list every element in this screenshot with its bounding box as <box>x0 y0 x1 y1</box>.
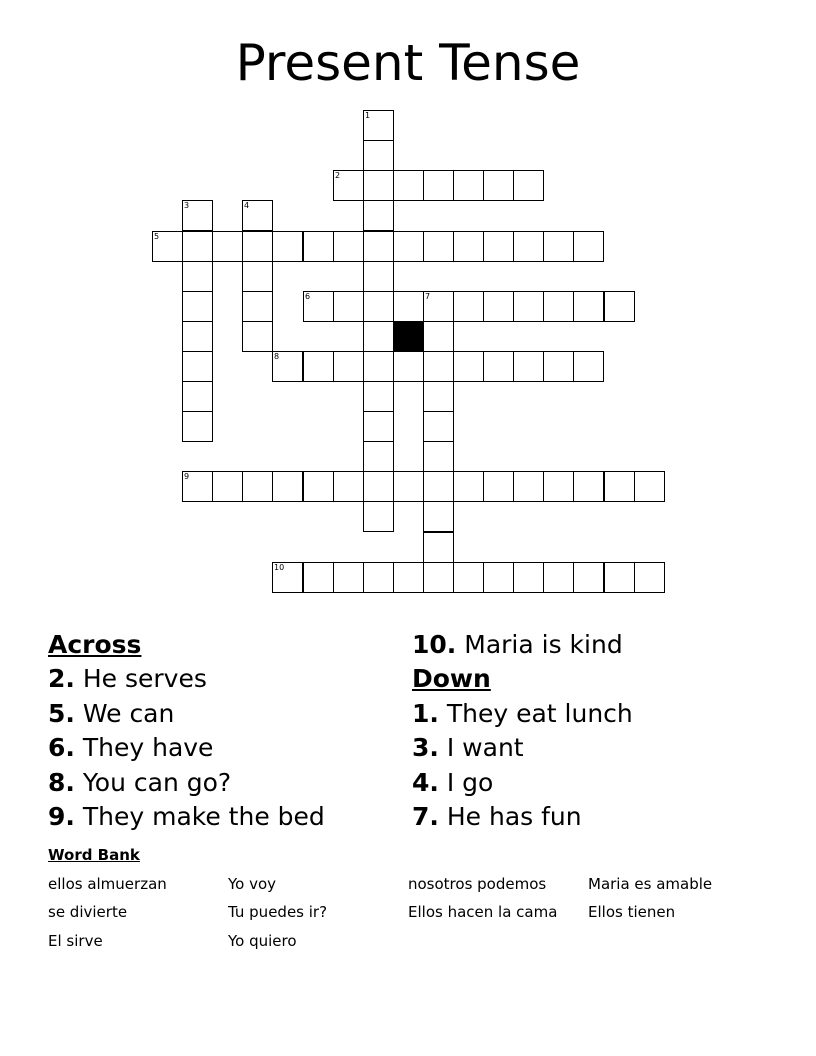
crossword-cell[interactable] <box>423 170 454 201</box>
crossword-cell[interactable] <box>363 351 394 382</box>
word-bank-heading: Word Bank <box>48 846 140 864</box>
word-bank-item: Yo quiero <box>228 932 297 950</box>
clue-text: He has fun <box>446 802 582 832</box>
clue-number-label: 6 <box>305 292 311 301</box>
crossword-cell[interactable] <box>453 351 484 382</box>
word-bank-item: Ellos hacen la cama <box>408 903 558 921</box>
crossword-cell[interactable] <box>333 562 364 593</box>
page-title: Present Tense <box>235 34 581 92</box>
clue-number: 10. <box>412 630 457 659</box>
crossword-cell[interactable] <box>363 200 394 231</box>
clue-number: 4. <box>412 767 439 797</box>
clue-text: They have <box>82 733 214 763</box>
crossword-cell[interactable] <box>423 532 454 563</box>
clue-number-label: 1 <box>365 111 371 120</box>
crossword-cell[interactable] <box>543 471 574 502</box>
across-heading: Across <box>48 630 142 659</box>
crossword-cell[interactable] <box>363 381 394 412</box>
crossword-cell[interactable] <box>363 501 394 532</box>
crossword-cell[interactable] <box>423 351 454 382</box>
across-clue-10 <box>412 628 633 662</box>
crossword-cell[interactable] <box>513 291 544 322</box>
crossword-cell[interactable] <box>483 562 514 593</box>
clue-text: Maria is kind <box>464 630 623 659</box>
crossword-cell[interactable] <box>604 471 635 502</box>
crossword-cell[interactable] <box>242 261 273 292</box>
crossword-cell[interactable] <box>423 501 454 532</box>
crossword-cell[interactable] <box>182 200 213 231</box>
crossword-cell[interactable] <box>393 170 424 201</box>
crossword-cell[interactable] <box>333 170 364 201</box>
crossword-cell[interactable] <box>363 291 394 322</box>
crossword-cell[interactable] <box>453 291 484 322</box>
crossword-cell[interactable] <box>182 411 213 442</box>
clue-number-label: 10 <box>274 563 285 572</box>
crossword-cell[interactable] <box>333 351 364 382</box>
crossword-cell[interactable] <box>272 562 303 593</box>
crossword-cell[interactable] <box>242 200 273 231</box>
crossword-cell[interactable] <box>363 321 394 352</box>
crossword-cell[interactable] <box>272 471 303 502</box>
down-clue-3 <box>412 731 633 765</box>
crossword-cell[interactable] <box>573 291 604 322</box>
across-clue-9 <box>48 800 325 834</box>
clue-text: I want <box>446 733 524 763</box>
crossword-cell[interactable] <box>513 471 544 502</box>
crossword-cell[interactable] <box>182 381 213 412</box>
crossword-cell[interactable] <box>423 231 454 262</box>
crossword-cell[interactable] <box>543 291 574 322</box>
crossword-cell[interactable] <box>242 471 273 502</box>
clue-text: We can <box>82 698 175 728</box>
crossword-cell[interactable] <box>182 231 213 262</box>
crossword-cell[interactable] <box>634 471 665 502</box>
crossword-cell[interactable] <box>363 110 394 141</box>
crossword-cell[interactable] <box>573 562 604 593</box>
crossword-cell[interactable] <box>303 562 334 593</box>
clue-number: 7. <box>412 802 439 832</box>
word-bank-item: ellos almuerzan <box>48 875 167 893</box>
down-clue-4 <box>412 766 633 800</box>
crossword-cell[interactable] <box>363 441 394 472</box>
crossword-cell[interactable] <box>423 471 454 502</box>
crossword-cell[interactable] <box>333 291 364 322</box>
crossword-cell[interactable] <box>363 562 394 593</box>
down-heading: Down <box>412 664 491 694</box>
crossword-cell[interactable] <box>634 562 665 593</box>
clue-text: You can go? <box>82 767 232 797</box>
crossword-cell[interactable] <box>423 411 454 442</box>
crossword-cell[interactable] <box>543 562 574 593</box>
crossword-cell[interactable] <box>363 140 394 171</box>
crossword-cell[interactable] <box>604 291 635 322</box>
crossword-cell[interactable] <box>393 291 424 322</box>
word-bank-item: se divierte <box>48 903 128 921</box>
crossword-cell[interactable] <box>182 351 213 382</box>
crossword-cell[interactable] <box>483 231 514 262</box>
crossword-cell[interactable] <box>272 231 303 262</box>
word-bank-item: Yo voy <box>228 875 277 893</box>
crossword-cell[interactable] <box>363 170 394 201</box>
crossword-cell[interactable] <box>363 411 394 442</box>
crossword-cell[interactable] <box>543 231 574 262</box>
crossword-cell[interactable] <box>423 441 454 472</box>
clue-number: 6. <box>48 733 75 763</box>
crossword-cell[interactable] <box>483 471 514 502</box>
word-bank-item: Ellos tienen <box>588 903 676 921</box>
crossword-cell[interactable] <box>182 471 213 502</box>
clue-number: 1. <box>412 698 439 728</box>
crossword-cell[interactable] <box>152 231 183 262</box>
crossword-cell[interactable] <box>393 471 424 502</box>
word-bank-item: Maria es amable <box>588 875 713 893</box>
clue-text: They make the bed <box>82 802 325 832</box>
clues-left-column <box>48 628 325 834</box>
crossword-cell[interactable] <box>333 471 364 502</box>
crossword-cell[interactable] <box>423 291 454 322</box>
word-bank-item: Tu puedes ir? <box>228 903 328 921</box>
clue-text: He serves <box>82 664 207 694</box>
crossword-cell[interactable] <box>483 170 514 201</box>
crossword-cell[interactable] <box>453 170 484 201</box>
crossword-cell[interactable] <box>303 351 334 382</box>
crossword-cell[interactable] <box>272 351 303 382</box>
word-bank-item: El sirve <box>48 932 103 950</box>
crossword-cell[interactable] <box>393 562 424 593</box>
crossword-cell[interactable] <box>513 170 544 201</box>
crossword-cell[interactable] <box>453 562 484 593</box>
crossword-cell[interactable] <box>573 231 604 262</box>
crossword-cell[interactable] <box>242 231 273 262</box>
crossword-cell[interactable] <box>423 381 454 412</box>
clue-number: 2. <box>48 664 75 694</box>
crossword-cell[interactable] <box>573 351 604 382</box>
down-clue-1 <box>412 697 633 731</box>
clue-number-label: 4 <box>244 201 250 210</box>
crossword-cell[interactable] <box>393 231 424 262</box>
clue-number: 5. <box>48 698 75 728</box>
crossword-cell[interactable] <box>604 562 635 593</box>
crossword-cell[interactable] <box>393 351 424 382</box>
across-clue-2 <box>48 662 325 696</box>
crossword-cell[interactable] <box>182 291 213 322</box>
crossword-cell[interactable] <box>483 351 514 382</box>
across-clue-5 <box>48 697 325 731</box>
clue-number: 8. <box>48 767 75 797</box>
crossword-cell[interactable] <box>483 291 514 322</box>
crossword-cell[interactable] <box>303 471 334 502</box>
crossword-cell[interactable] <box>212 231 243 262</box>
clue-number-label: 5 <box>154 232 160 241</box>
crossword-cell[interactable] <box>303 231 334 262</box>
crossword-cell[interactable] <box>423 562 454 593</box>
clue-number-label: 2 <box>335 171 341 180</box>
across-clue-8 <box>48 766 325 800</box>
clue-number: 9. <box>48 802 75 832</box>
crossword-cell[interactable] <box>303 291 334 322</box>
crossword-cell[interactable] <box>543 351 574 382</box>
crossword-cell[interactable] <box>453 231 484 262</box>
crossword-cell[interactable] <box>423 321 454 352</box>
crossword-cell[interactable] <box>453 471 484 502</box>
clues-right-column <box>412 628 633 834</box>
clue-number: 3. <box>412 733 439 763</box>
crossword-cell[interactable] <box>242 291 273 322</box>
crossword-cell[interactable] <box>333 231 364 262</box>
clue-number-label: 8 <box>274 352 280 361</box>
clue-number-label: 3 <box>184 201 190 210</box>
clue-number-label: 9 <box>184 472 190 481</box>
clue-text: I go <box>446 767 494 797</box>
crossword-cell[interactable] <box>182 261 213 292</box>
crossword-cell[interactable] <box>513 231 544 262</box>
crossword-cell[interactable] <box>242 321 273 352</box>
crossword-cell[interactable] <box>513 351 544 382</box>
across-clue-6 <box>48 731 325 765</box>
block-cell <box>393 321 424 352</box>
crossword-cell[interactable] <box>363 261 394 292</box>
word-bank-item: nosotros podemos <box>408 875 547 893</box>
clue-number-label: 7 <box>425 292 431 301</box>
crossword-cell[interactable] <box>573 471 604 502</box>
crossword-cell[interactable] <box>513 562 544 593</box>
crossword-cell[interactable] <box>212 471 243 502</box>
crossword-cell[interactable] <box>182 321 213 352</box>
clue-text: They eat lunch <box>446 698 633 728</box>
crossword-cell[interactable] <box>363 231 394 262</box>
crossword-cell[interactable] <box>363 471 394 502</box>
down-clue-7 <box>412 800 633 834</box>
